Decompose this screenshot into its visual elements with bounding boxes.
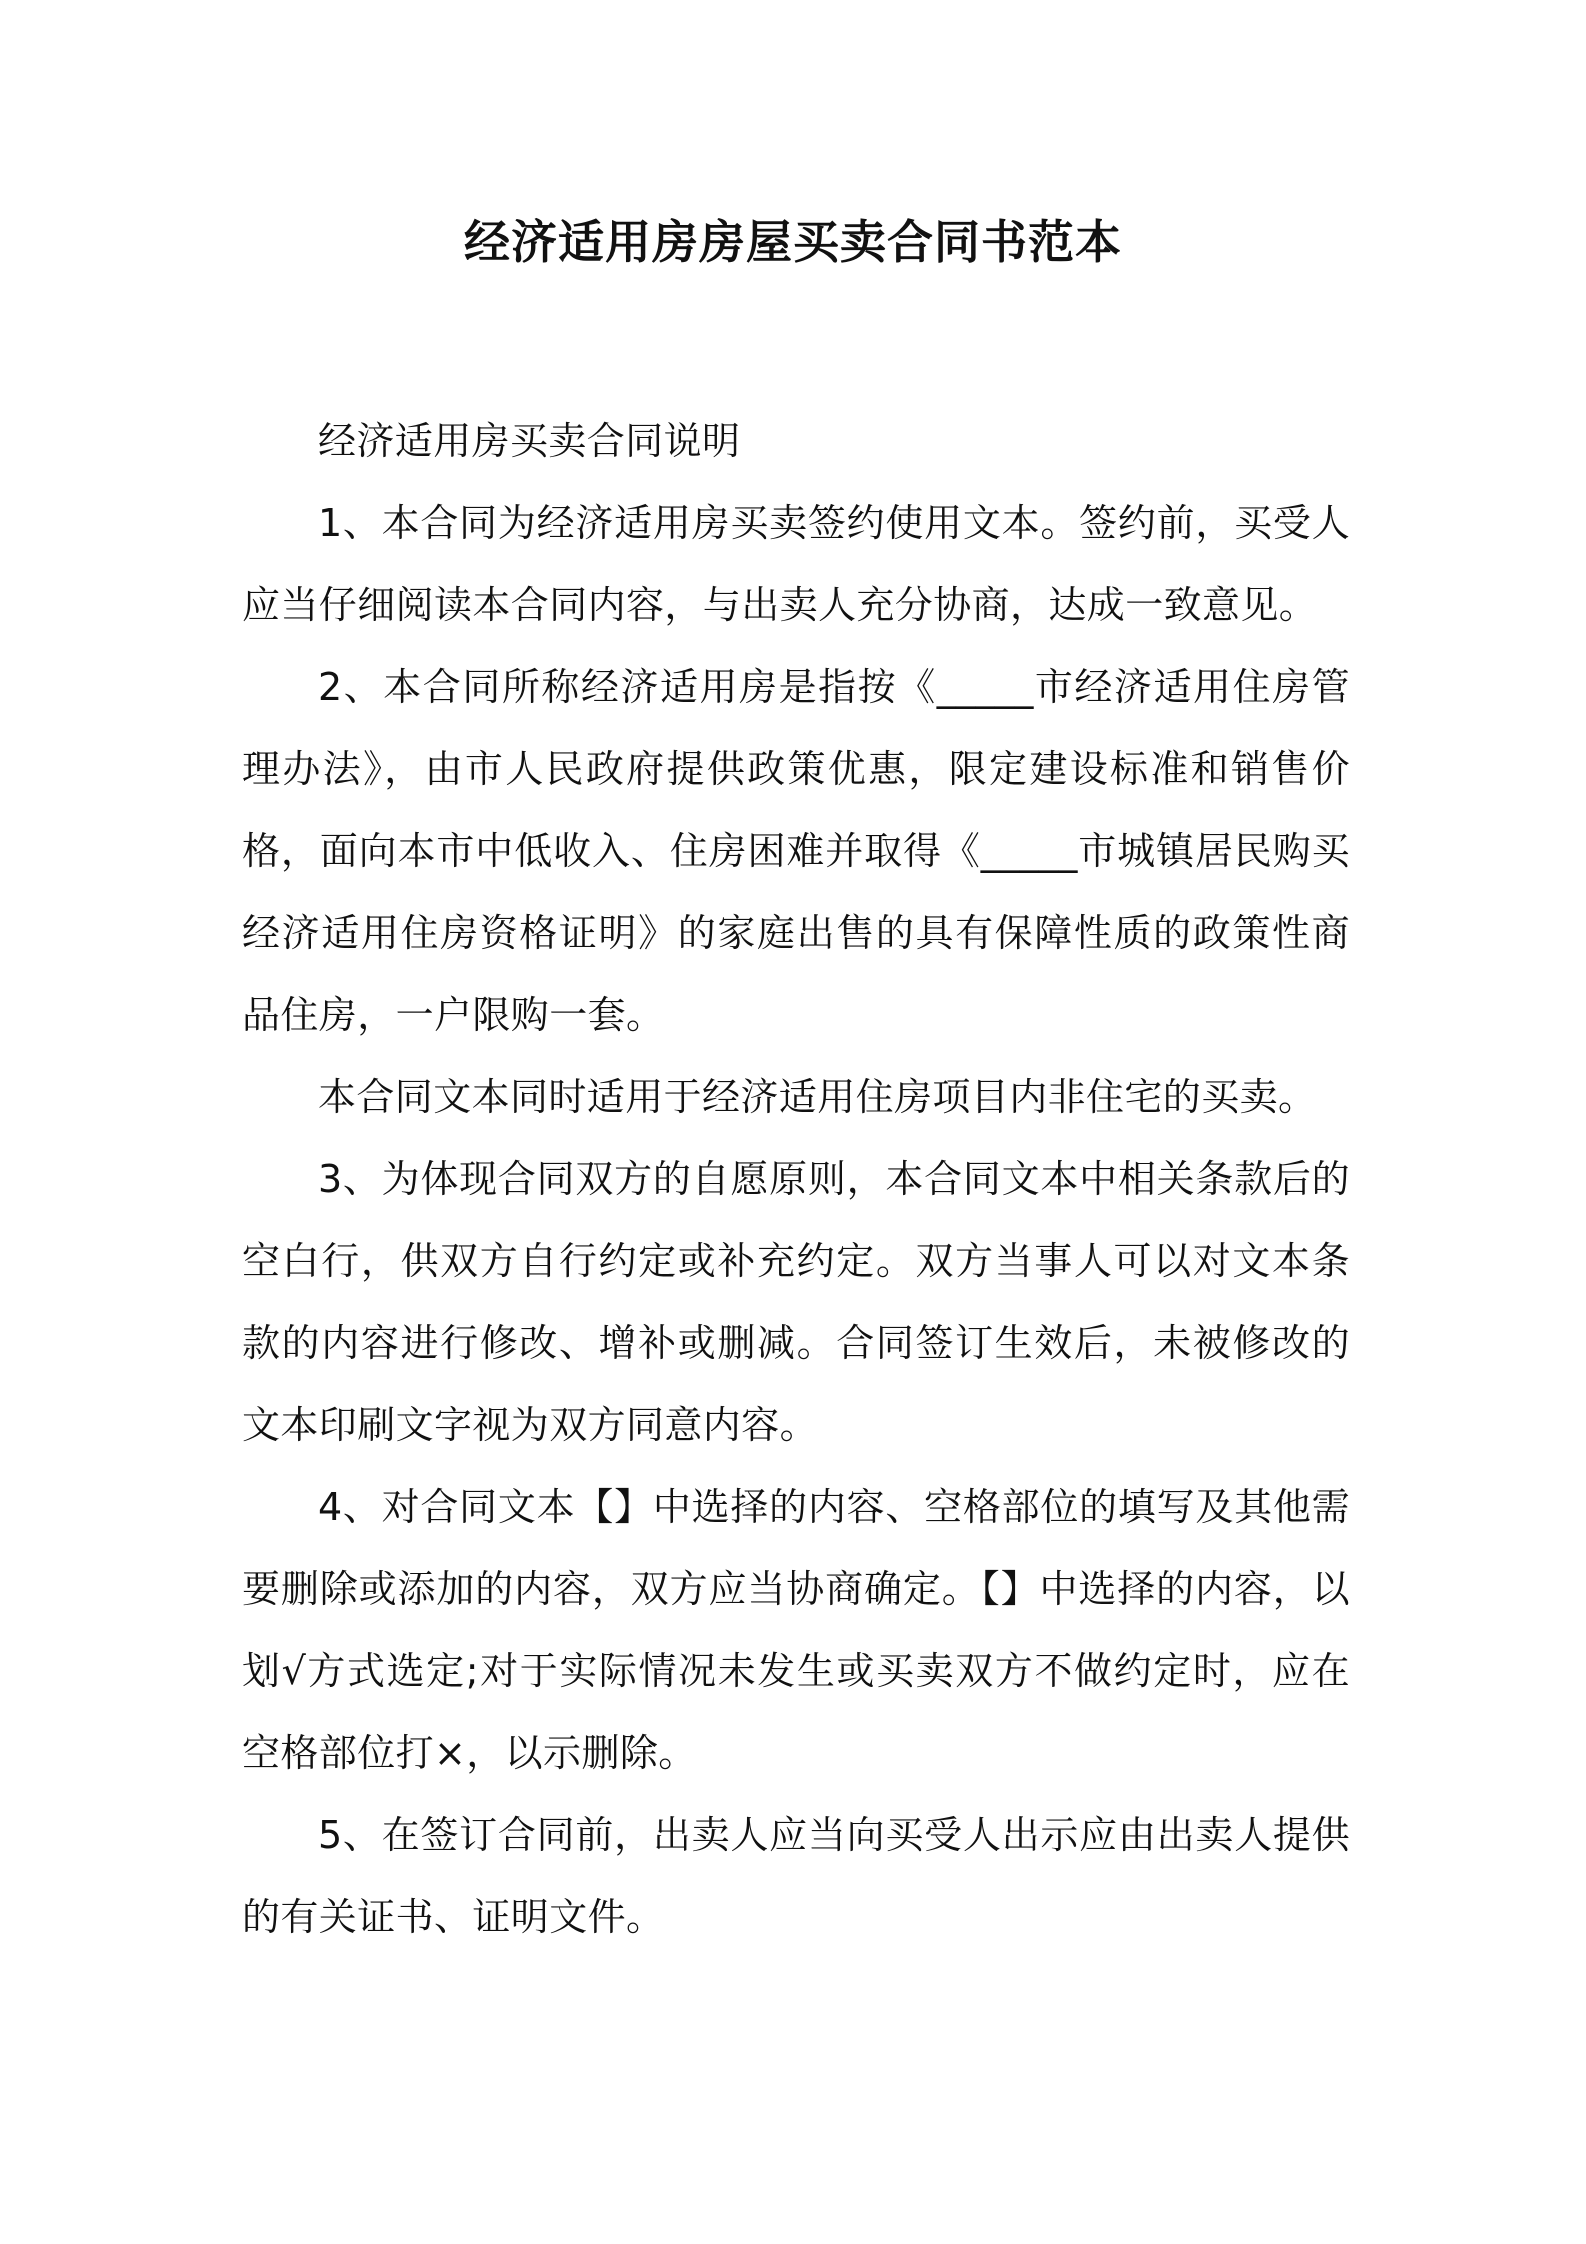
- document-body: [242, 400, 1350, 1958]
- paragraph-item-3: 3、为体现合同双方的自愿原则，本合同文本中相关条款后的空白行，供双方自行约定或补充约定。双方当事人可以对文本条款的内容进行修改、增补或删减。合同签订生效后，未被修改的文本印刷文字视为双方同意内容。: [242, 1157, 1350, 1447]
- section-heading: 经济适用房买卖合同说明: [318, 419, 741, 463]
- paragraph-item-1: 1、本合同为经济适用房买卖签约使用文本。签约前，买受人应当仔细阅读本合同内容，与出卖人充分协商，达成一致意见。: [242, 501, 1350, 627]
- paragraph-item-2: 2、本合同所称经济适用房是指按《_____市经济适用住房管理办法》，由市人民政府提供政策优惠，限定建设标准和销售价格，面向本市中低收入、住房困难并取得《_____市城镇居民购买经济适用住房资格证明》的家庭出售的具有保障性质的政策性商品住房，一户限购一套。: [242, 665, 1350, 1037]
- document-title: 经济适用房房屋买卖合同书范本: [464, 215, 1122, 269]
- paragraph-non-residential: 本合同文本同时适用于经济适用住房项目内非住宅的买卖。: [318, 1075, 1317, 1119]
- paragraph-item-4: 4、对合同文本【】中选择的内容、空格部位的填写及其他需要删除或添加的内容，双方应当协商确定。【】中选择的内容，以划√方式选定;对于实际情况未发生或买卖双方不做约定时，应在空格部位打×，以示删除。: [242, 1485, 1350, 1775]
- paragraph-item-5: 5、在签订合同前，出卖人应当向买受人出示应由出卖人提供的有关证书、证明文件。: [242, 1813, 1350, 1939]
